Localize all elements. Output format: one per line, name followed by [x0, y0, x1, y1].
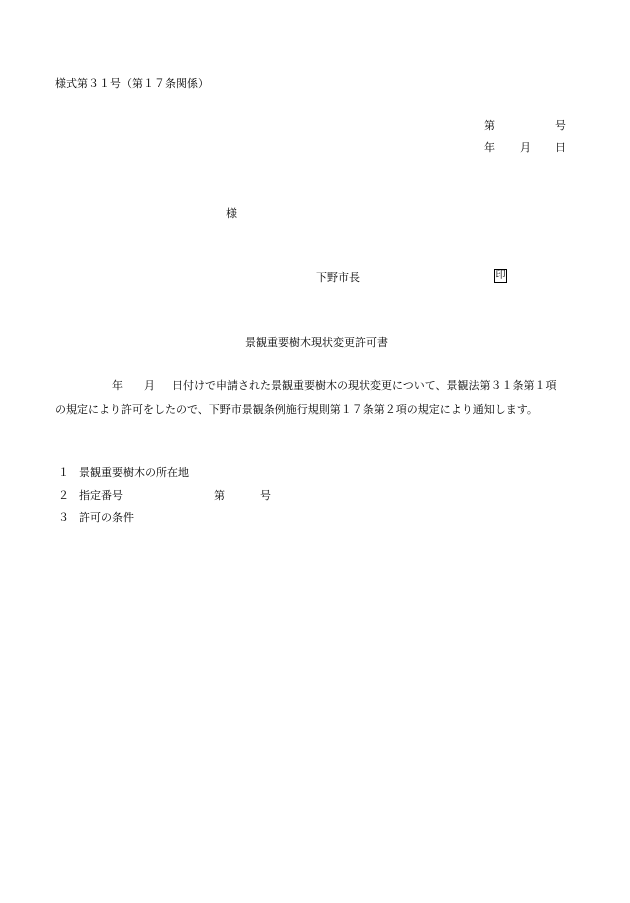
item-2-label: 指定番号: [79, 489, 123, 502]
seal-mark: 印: [495, 270, 506, 281]
form-number: 様式第３１号（第１７条関係）: [55, 77, 209, 90]
item-2-go: 号: [260, 489, 271, 502]
date-year-label: 年: [484, 141, 495, 154]
item-2-dai: 第: [214, 489, 225, 502]
item-2-number: ２: [58, 489, 69, 502]
doc-number-dai: 第: [484, 119, 495, 132]
item-1-label: 景観重要樹木の所在地: [79, 466, 189, 479]
body-line-1: [55, 380, 575, 391]
date-month-label: 月: [520, 141, 531, 154]
item-3-number: ３: [58, 511, 69, 524]
body-line-2: の規定により許可をしたので、下野市景観条例施行規則第１７条第２項の規定により通知します。: [55, 403, 538, 416]
issuer-title: 下野市長: [316, 271, 360, 284]
doc-number-go: 号: [555, 119, 566, 132]
body-year-label: 年: [112, 379, 123, 392]
date-day-label: 日: [555, 141, 566, 154]
item-1-number: １: [58, 466, 69, 479]
body-line-1-text: 日付けで申請された景観重要樹木の現状変更について、景観法第３１条第１項: [172, 379, 557, 392]
addressee-honorific: 様: [226, 207, 237, 220]
body-month-label: 月: [144, 379, 155, 392]
item-3-label: 許可の条件: [79, 511, 134, 524]
document-title: 景観重要樹木現状変更許可書: [245, 336, 388, 349]
